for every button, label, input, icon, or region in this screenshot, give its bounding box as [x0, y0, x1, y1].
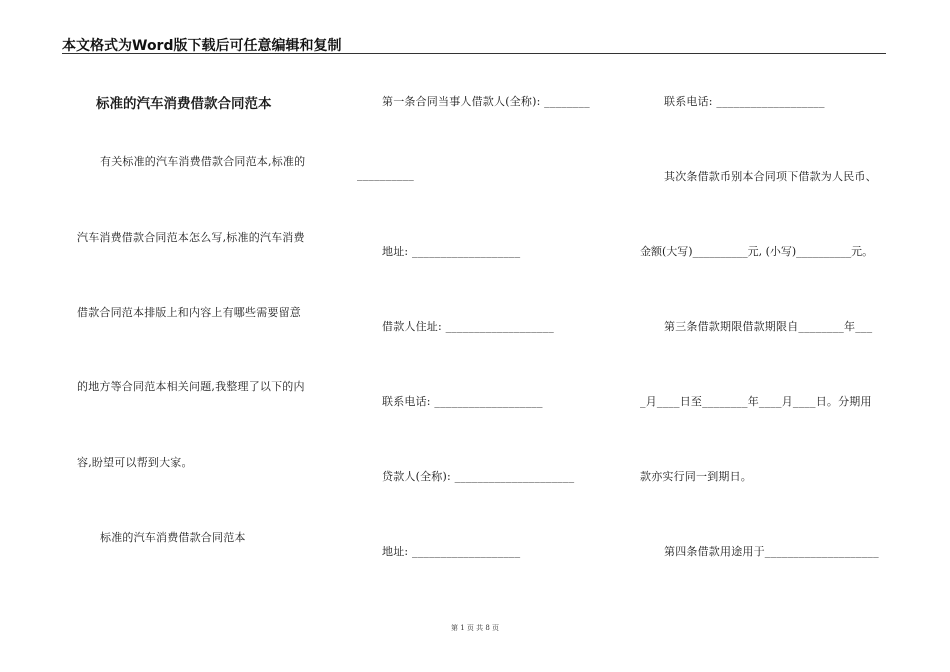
col2-line: 地址: ___________________: [382, 545, 521, 558]
col2-line: 第一条合同当事人借款人(全称): ________: [382, 95, 590, 108]
col2-line: __________: [357, 168, 414, 181]
col2-line: 联系电话: ___________________: [382, 395, 543, 408]
col1-line: 容,盼望可以帮到大家。: [77, 456, 193, 469]
col1-subtitle: 标准的汽车消费借款合同范本: [100, 531, 246, 544]
col2-line: 借款人住址: ___________________: [382, 320, 554, 333]
col3-line: 款亦实行同一到期日。: [640, 470, 752, 483]
col2-line: 贷款人(全称): _____________________: [382, 470, 575, 483]
col2-line: 地址: ___________________: [382, 245, 521, 258]
header-divider: [62, 53, 886, 54]
col1-line: 的地方等合同范本相关问题,我整理了以下的内: [77, 380, 305, 393]
col3-line: 金额(大写)__________元, (小写)__________元。: [640, 245, 874, 258]
col3-line: 联系电话: ___________________: [664, 95, 825, 108]
col1-line: 汽车消费借款合同范本怎么写,标准的汽车消费: [77, 231, 305, 244]
document-header: 本文格式为Word版下载后可任意编辑和复制: [62, 38, 342, 54]
document-title: 标准的汽车消费借款合同范本: [96, 96, 272, 112]
col1-line: 有关标准的汽车消费借款合同范本,标准的: [100, 155, 306, 168]
col3-line: 第三条借款期限借款期限自________年___: [664, 320, 873, 333]
col1-line: 借款合同范本排版上和内容上有哪些需要留意: [77, 306, 301, 319]
col3-line: _月____日至________年____月____日。分期用: [640, 395, 872, 408]
col3-line: 第四条借款用途用于____________________: [664, 545, 879, 558]
page-number: 第 1 页 共 8 页: [450, 624, 500, 632]
col3-line: 其次条借款币别本合同项下借款为人民币、: [664, 170, 877, 183]
